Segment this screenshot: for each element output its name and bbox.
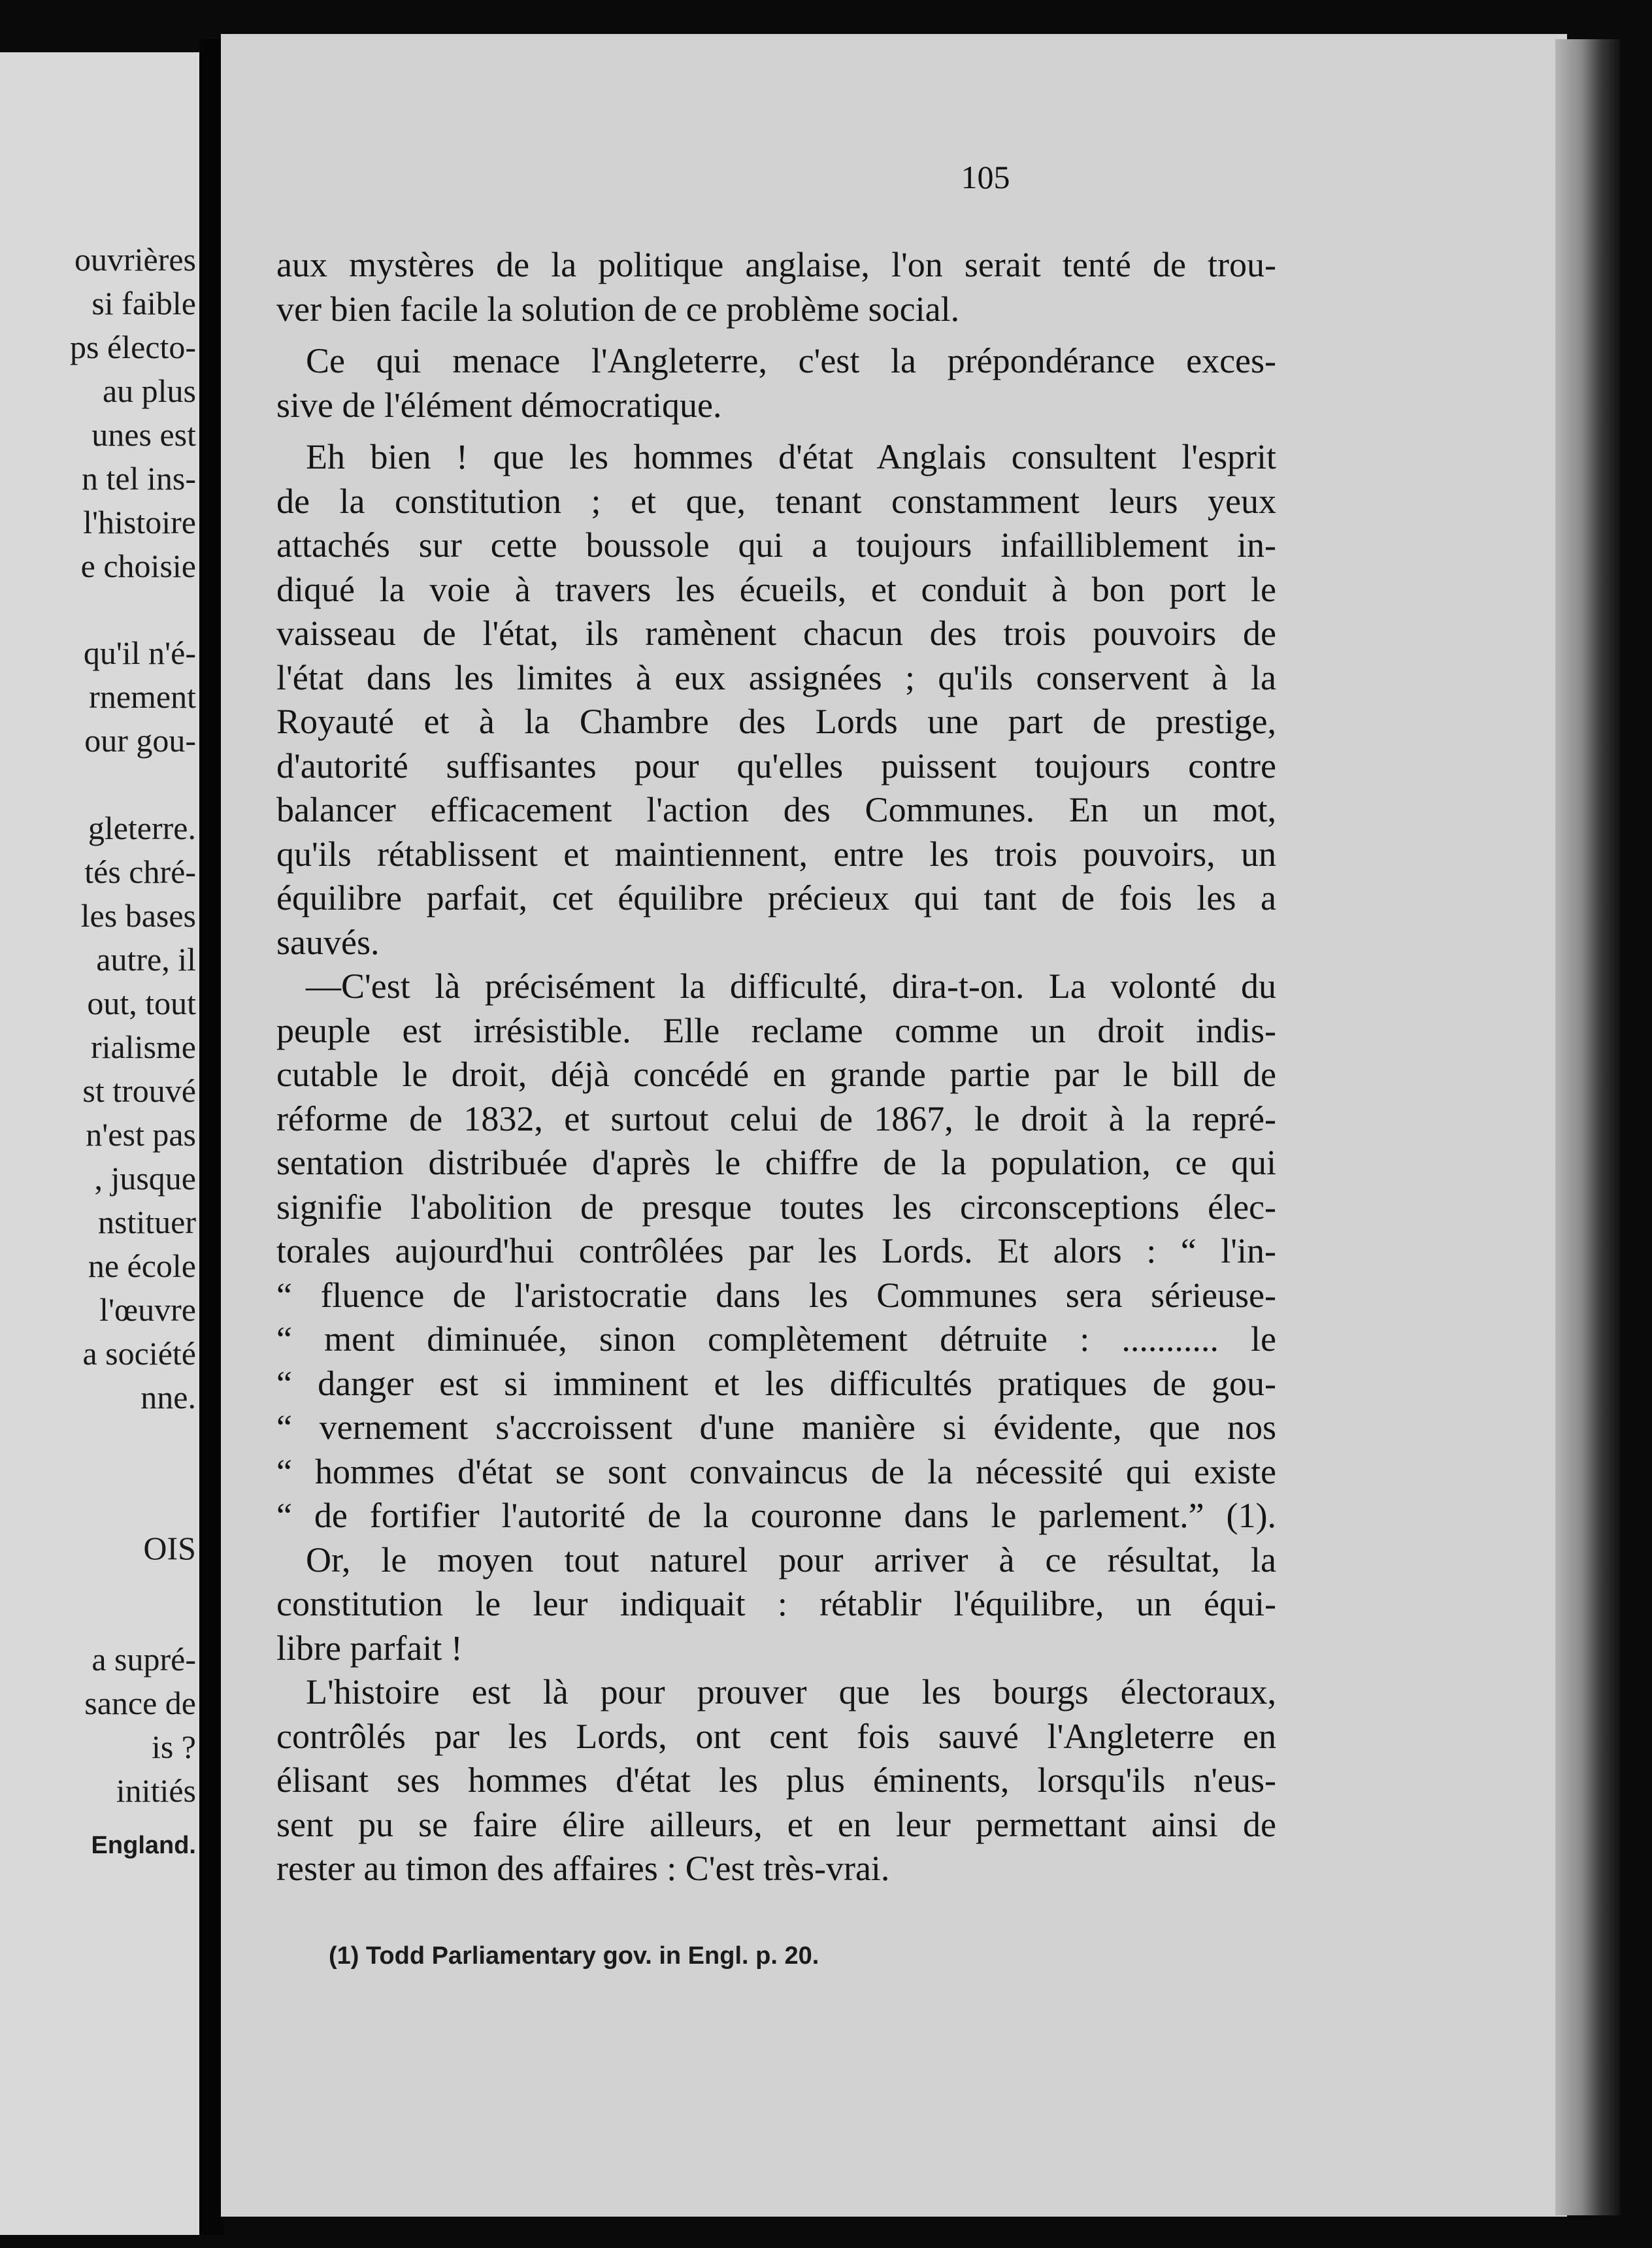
left-page-line: England. bbox=[91, 1832, 196, 1859]
text-line: ver bien facile la solution de ce problème social. bbox=[276, 289, 960, 329]
left-page-line: ps électo- bbox=[70, 329, 196, 365]
footnote: (1) Todd Parliamentary gov. in Engl. p. 20. bbox=[329, 1942, 819, 1970]
body-text bbox=[276, 243, 1276, 1891]
left-page-line: l'œuvre bbox=[99, 1291, 196, 1328]
text-line: réforme de 1832, et surtout celui de 1867, le droit à la repré- bbox=[276, 1099, 1276, 1138]
text-line: sauvés. bbox=[276, 922, 380, 962]
left-page-line: st trouvé bbox=[82, 1072, 196, 1109]
text-line: balancer efficacement l'action des Communes. En un mot, bbox=[276, 790, 1276, 829]
left-page-line: e choisie bbox=[80, 548, 196, 584]
text-line: vaisseau de l'état, ils ramènent chacun des trois pouvoirs de bbox=[276, 614, 1276, 653]
left-page-line: a supré- bbox=[91, 1641, 196, 1678]
text-line: sent pu se faire élire ailleurs, et en leur permettant ainsi de bbox=[276, 1804, 1276, 1844]
text-line: rester au timon des affaires : C'est très-vrai. bbox=[276, 1849, 890, 1888]
quote-line: “ ment diminuée, sinon complètement détruite : ........... le bbox=[276, 1319, 1276, 1359]
text-line: attachés sur cette boussole qui a toujours infailliblement in- bbox=[276, 525, 1276, 565]
text-line: de la constitution ; et que, tenant constamment leurs yeux bbox=[276, 481, 1276, 521]
text-line: signifie l'abolition de presque toutes les circonsceptions élec- bbox=[276, 1187, 1276, 1227]
left-page-line: l'histoire bbox=[83, 504, 196, 540]
quote-line: “ de fortifier l'autorité de la couronne dans le parlement.” (1). bbox=[276, 1496, 1276, 1535]
left-page-line: ouvrières bbox=[74, 241, 196, 278]
text-line: d'autorité suffisantes pour qu'elles puissent toujours contre bbox=[276, 746, 1276, 785]
left-page-line: rialisme bbox=[90, 1029, 196, 1065]
text-line: peuple est irrésistible. Elle reclame comme un droit indis- bbox=[276, 1010, 1276, 1050]
text-line: Royauté et à la Chambre des Lords une part de prestige, bbox=[276, 702, 1276, 741]
text-line: contrôlés par les Lords, ont cent fois sauvé l'Angleterre en bbox=[276, 1716, 1276, 1756]
left-page-line: is ? bbox=[151, 1728, 196, 1765]
left-page-line: les bases bbox=[80, 897, 196, 934]
page-number: 105 bbox=[961, 159, 1010, 195]
left-page-line: si faible bbox=[91, 285, 196, 322]
text-line: torales aujourd'hui contrôlées par les Lords. Et alors : “ l'in- bbox=[276, 1231, 1276, 1270]
text-line: L'histoire est là pour prouver que les bourgs électoraux, bbox=[306, 1672, 1276, 1711]
left-page-line: n'est pas bbox=[86, 1116, 196, 1153]
left-page-line: sance de bbox=[84, 1685, 196, 1721]
page-stack-edge bbox=[1555, 39, 1621, 2215]
left-page-line: gleterre. bbox=[88, 810, 196, 846]
left-page-line: nne. bbox=[140, 1379, 196, 1415]
text-line: équilibre parfait, cet équilibre précieux qui tant de fois les a bbox=[276, 878, 1276, 917]
text-line: Ce qui menace l'Angleterre, c'est la prépondérance exces- bbox=[306, 341, 1276, 380]
text-line: sentation distribuée d'après le chiffre de la population, ce qui bbox=[276, 1143, 1276, 1182]
left-page-line: unes est bbox=[91, 416, 196, 453]
text-line: Or, le moyen tout naturel pour arriver à ce résultat, la bbox=[306, 1540, 1276, 1579]
quote-line: “ fluence de l'aristocratie dans les Communes sera sérieuse- bbox=[276, 1275, 1276, 1315]
left-page-line: , jusque bbox=[94, 1160, 196, 1197]
left-page-line: nstituer bbox=[98, 1204, 196, 1240]
text-line: sive de l'élément démocratique. bbox=[276, 385, 722, 425]
left-page-line: tés chré- bbox=[84, 853, 196, 890]
text-line: cutable le droit, déjà concédé en grande partie par le bill de bbox=[276, 1055, 1276, 1094]
left-page-line: qu'il n'é- bbox=[83, 635, 196, 671]
text-line: Eh bien ! que les hommes d'état Anglais consultent l'esprit bbox=[306, 437, 1276, 476]
quote-line: “ hommes d'état se sont convaincus de la nécessité qui existe bbox=[276, 1451, 1276, 1491]
text-line: qu'ils rétablissent et maintiennent, entre les trois pouvoirs, un bbox=[276, 834, 1276, 874]
text-line: élisant ses hommes d'état les plus éminents, lorsqu'ils n'eus- bbox=[276, 1760, 1276, 1800]
left-page-line: OIS bbox=[143, 1530, 196, 1566]
left-page-line: autre, il bbox=[96, 941, 196, 978]
text-line: diqué la voie à travers les écueils, et conduit à bon port le bbox=[276, 569, 1276, 609]
book-page bbox=[221, 34, 1567, 2217]
previous-page-fragment bbox=[0, 52, 203, 2235]
text-line: aux mystères de la politique anglaise, l'on serait tenté de trou- bbox=[276, 245, 1276, 284]
text-line: —C'est là précisément la difficulté, dira-t-on. La volonté du bbox=[306, 967, 1276, 1006]
quote-line: “ danger est si imminent et les difficultés pratiques de gou- bbox=[276, 1363, 1276, 1403]
left-page-line: ne école bbox=[88, 1248, 196, 1284]
left-page-line: rnement bbox=[89, 678, 196, 715]
text-line: l'état dans les limites à eux assignées ; qu'ils conservent à la bbox=[276, 657, 1276, 697]
text-line: libre parfait ! bbox=[276, 1628, 463, 1668]
left-page-line: au plus bbox=[102, 372, 196, 409]
left-page-line: our gou- bbox=[84, 722, 196, 759]
left-page-line: initiés bbox=[116, 1772, 196, 1809]
left-page-line: out, tout bbox=[87, 985, 196, 1021]
text-line: constitution le leur indiquait : rétablir l'équilibre, un équi- bbox=[276, 1584, 1276, 1623]
left-page-line: a société bbox=[82, 1335, 196, 1372]
quote-line: “ vernement s'accroissent d'une manière si évidente, que nos bbox=[276, 1408, 1276, 1447]
left-page-line: n tel ins- bbox=[82, 460, 196, 497]
